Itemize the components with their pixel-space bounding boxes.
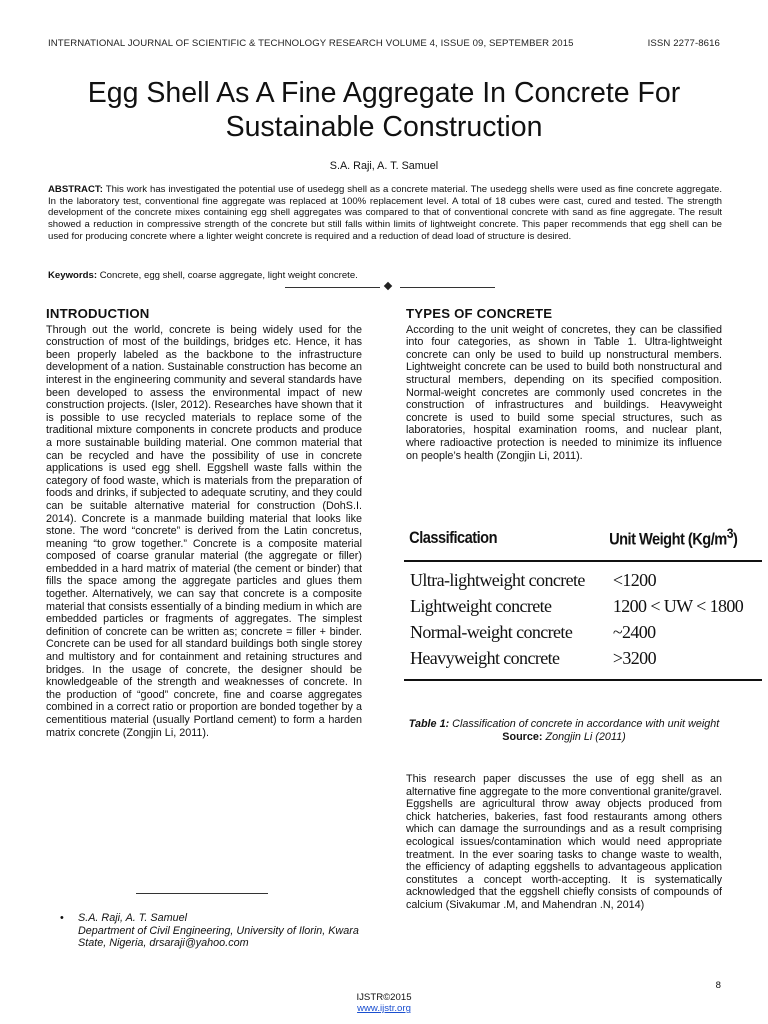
types-body: According to the unit weight of concretes, they can be classified into four categories, as shown in Table 1. Ultra-lightweight concrete can only be used to build up nonstructural members. Lightweight concrete can be used to build both nonstructural and structural members, depending on its specified composition. Normal-weight concretes are commonly used concretes in the construction of infrastructures and buildings. Heavyweight concrete is used to build some special structures, such as laboratories, hospital examination rooms, and nuclear plant, where radioactive protection is needed to minimize its influence on people’s health (Zongjin Li, 2011). (406, 323, 722, 462)
bullet-icon: • (60, 912, 64, 924)
introduction-section (46, 308, 362, 739)
title-line-2: Sustainable Construction (225, 111, 543, 143)
journal-name: INTERNATIONAL JOURNAL OF SCIENTIFIC & TECHNOLOGY RESEARCH VOLUME 4, ISSUE 09, SEPTEMBER 2015 (48, 38, 574, 49)
unit-weight-cell: >3200 (612, 647, 656, 668)
paper-title (40, 76, 728, 144)
caption-text: Classification of concrete in accordance with unit weight (452, 718, 720, 730)
footer-copyright: IJSTR©2015 (356, 992, 412, 1003)
keywords-text: Concrete, egg shell, coarse aggregate, light weight concrete. (99, 270, 358, 281)
footnote-text (78, 912, 360, 950)
source-text: Zongjin Li (2011) (545, 730, 626, 743)
unit-weight-cell: <1200 (612, 569, 656, 590)
introduction-body: Through out the world, concrete is being widely used for the construction of most of the buildings, bridges etc. Hence, it has been properly labeled as the backbone to the infrastructure development of a nation. Sustainable construction has become an interest in the engineering community and several standards have been developed to assess the environmental impact of new construction projects. (Isler, 2012). Researches have shown that it is possible to use recycled materials to replace some of the traditional mixture components in concrete products and produce a more sustainable building material. One common material that can be recycled and have the possibility of use in concrete applications is used egg shell. Eggshell waste falls within the category of food waste, which is materials from the preparation of foods and drinks, if subjected to adequate scrutiny, and they could can be suitable alternative material for construction (DohS.I. 2014). Concrete is a manmade building material that looks like stone. The word “concrete” is derived from the Latin concretus, meaning “to grow together.” Concrete is a composite material composed of coarse granular material (the aggregate or filler) embedded in a hard matrix of material (the cement or binder) that fills the space among the aggregate particles and glues them together. Alternatively, we can say that concrete is a composite material that consists essentially of a binding medium in which are embedded particles or fragments of aggregates. The simplest definition of concrete can be written as; concrete = filler + binder. Concrete can be used for all standard buildings both single storey and multistory and for containment and retaining structures and bridges. In the usage of concrete, the designer should be knowledgeable of the strength and weaknesses of concrete. In the production of “good” concrete, fine and coarse aggregates combined in a correct ratio or proportion are bonded together by a cementitious material (usually Portland cement) to form a harden matrix concrete (Zongjin Li, 2011). (46, 323, 362, 739)
source-label: Source: (502, 730, 543, 743)
unit-weight-label: Unit Weight (Kg/m (608, 529, 727, 549)
table-caption (406, 718, 722, 743)
unit-weight-cell: 1200 < UW < 1800 (612, 595, 744, 616)
issn: ISSN 2277-8616 (647, 38, 720, 49)
unit-weight-cell: ~2400 (612, 621, 656, 642)
column-header-unit-weight (585, 514, 737, 561)
table-row (404, 561, 762, 593)
caption-source (406, 731, 722, 744)
column-header-classification: Classification (409, 527, 498, 547)
section-divider (285, 280, 495, 294)
keywords-label: Keywords: (48, 270, 98, 281)
classification-cell: Normal-weight concrete (410, 621, 573, 642)
footnote-affiliation: Department of Civil Engineering, University of Ilorin, Kwara State, Nigeria, drsaraji@yahoo.com (78, 924, 359, 950)
classification-table (404, 514, 762, 681)
classification-cell: Ultra-lightweight concrete (410, 569, 585, 590)
caption-label: Table 1: (408, 718, 450, 730)
authors: S.A. Raji, A. T. Samuel (329, 160, 439, 172)
journal-website-link[interactable]: www.ijstr.org (357, 1003, 411, 1014)
introduction-heading: INTRODUCTION (46, 306, 150, 321)
divider-line-left (285, 287, 380, 288)
research-paragraph (406, 773, 722, 912)
table-header-row (404, 514, 762, 561)
classification-cell: Heavyweight concrete (410, 647, 560, 668)
types-heading: TYPES OF CONCRETE (406, 306, 553, 321)
diamond-icon (384, 282, 392, 290)
author-footnote (60, 912, 360, 950)
divider-line-right (400, 287, 495, 288)
title-line-1: Egg Shell As A Fine Aggregate In Concrete For (87, 77, 681, 109)
footnote-separator (136, 893, 268, 894)
unit-weight-close: ) (732, 529, 738, 549)
page-number: 8 (715, 980, 721, 991)
unit-exponent: 3 (726, 526, 733, 542)
table-row (404, 645, 762, 680)
classification-cell: Lightweight concrete (410, 595, 552, 616)
table-row (404, 593, 762, 619)
abstract-label: ABSTRACT: (48, 184, 103, 195)
footnote-authors: S.A. Raji, A. T. Samuel (78, 912, 188, 924)
abstract (48, 184, 722, 243)
research-body: This research paper discusses the use of egg shell as an alternative fine aggregate to the more conventional granite/gravel. Eggshells are agricultural throw away objects produced from chick hatcheries, bakeries, fast food restaurants among others which can damage the surroundings and as a result comprising ecological issues/contamination which would need appropriate treatment. In the ever soaring tasks to change waste to wealth, the efficiency of adapting eggshells to advantageous application constitutes a concept worth-accepting. It is systematically acknowledged that the eggshell chiefly consists of compounds of calcium (Sivakumar .M, and Mahendran .N, 2014) (406, 773, 722, 911)
page-footer (0, 992, 768, 1014)
abstract-text: This work has investigated the potential use of usedegg shell as a concrete material. The usedegg shells were used as fine concrete aggregate. In the laboratory test, conventional fine aggregate was replaced at 100% replacement level. A total of 18 cubes were cast, cured and tested. The strength development of the concrete mixes containing egg shell aggregates was compared to that of conventional concrete with sand as fine aggregate. The result showed a reduction in compressive strength of the concrete but still falls within limits of lightweight concrete. This paper recommends that egg shell can be used for producing concrete where a lighter weight concrete is required and a reduction of dead load of structure is desired. (48, 184, 722, 242)
caption-line (406, 718, 722, 731)
table-1-figure (404, 514, 744, 710)
types-section (406, 308, 722, 462)
table-row (404, 619, 762, 645)
